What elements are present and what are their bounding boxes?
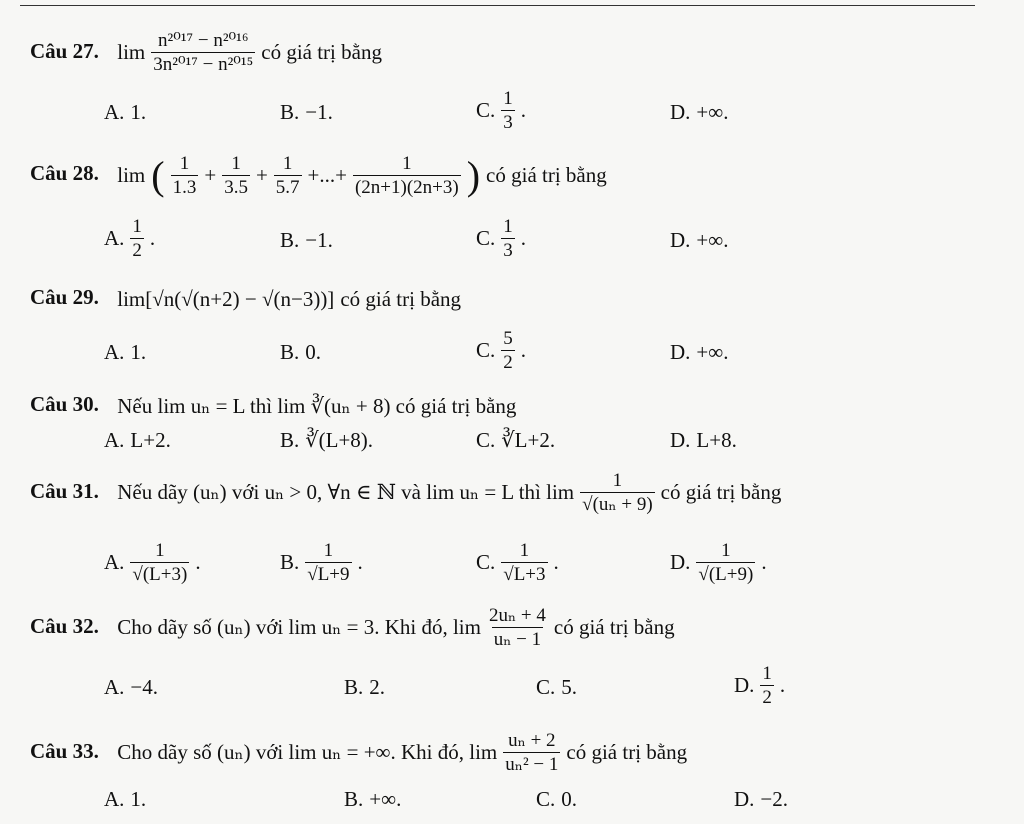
option-a[interactable]: A. L+2.	[104, 428, 171, 452]
option-d[interactable]: D. +∞.	[670, 100, 729, 124]
question-27	[30, 30, 382, 76]
question-suffix: có giá trị bằng	[340, 286, 462, 311]
option-a[interactable]: A. $\frac{1}{2}$ .	[104, 216, 156, 261]
question-number: Câu 32.	[30, 613, 99, 638]
fraction-numerator: n²⁰¹⁷ − n²⁰¹⁶	[158, 30, 249, 51]
question-suffix: có giá trị bằng	[486, 163, 607, 187]
option-a[interactable]: A. −4.	[104, 675, 159, 699]
question-number: Câu 27.	[30, 38, 99, 63]
option-a[interactable]: A. 1.	[104, 100, 147, 124]
option-b[interactable]: B. $\frac{1}{√L+9}$ .	[280, 540, 363, 585]
question-number: Câu 29.	[30, 285, 99, 309]
question-suffix: có giá trị bằng	[566, 740, 688, 765]
option-a[interactable]: A. $\frac{1}{√(L+3)}$ .	[104, 540, 201, 585]
option-d[interactable]: D. +∞.	[670, 228, 729, 252]
question-expression: lim[√n(√(n+2) − √(n−3))]	[117, 286, 335, 311]
option-b[interactable]: B. 0.	[280, 340, 322, 364]
option-c[interactable]: C. $\frac{1}{3}$ .	[476, 88, 527, 133]
question-number: Câu 30.	[30, 392, 99, 416]
question-28: Câu 28. lim ( $\frac{1}{1.3}$ + $\frac{1}{3.5}$ + $\frac{1}{5.7}$ +...+ $\frac{1}{(2n+1)(2n+3)}$ ) có giá trị bằng	[30, 152, 607, 198]
option-b[interactable]: B. +∞.	[344, 787, 402, 811]
question-31: Câu 31. Nếu dãy (uₙ) với uₙ > 0, ∀n ∈ ℕ và lim uₙ = L thì lim $\frac{1}{\text{√(uₙ + 9)}}$ có giá trị bằng	[30, 470, 782, 515]
question-expression: Nếu dãy (uₙ) với uₙ > 0, ∀n ∈ ℕ và lim uₙ = L thì lim	[117, 480, 575, 505]
question-expression: Cho dãy số (uₙ) với lim uₙ = 3. Khi đó, lim	[117, 615, 481, 640]
option-c[interactable]: C. $\frac{1}{√L+3}$ .	[476, 540, 559, 585]
option-c[interactable]: C. ∛L+2.	[476, 428, 556, 452]
option-b[interactable]: B. ∛(L+8).	[280, 428, 374, 452]
top-rule	[20, 5, 975, 6]
option-d[interactable]: D. −2.	[734, 787, 789, 811]
question-33: Câu 33. Cho dãy số (uₙ) với lim uₙ = +∞. Khi đó, lim $\frac{\text{uₙ + 2}}{\text{uₙ² − 1}}$ có giá trị bằng	[30, 730, 688, 775]
option-c[interactable]: C. 0.	[536, 787, 578, 811]
option-a[interactable]: A. 1.	[104, 340, 147, 364]
question-30	[30, 392, 516, 419]
option-c[interactable]: C. 5.	[536, 675, 578, 699]
option-d[interactable]: D. +∞.	[670, 340, 729, 364]
question-number: Câu 33.	[30, 738, 99, 763]
option-c[interactable]: C. $\frac{1}{3}$ .	[476, 216, 527, 261]
option-c[interactable]: C. $\frac{5}{2}$ .	[476, 328, 527, 373]
question-suffix: có giá trị bằng	[660, 480, 782, 505]
question-expression: Nếu lim uₙ = L thì lim ∛(uₙ + 8) có giá trị bằng	[117, 393, 517, 418]
question-expression: Cho dãy số (uₙ) với lim uₙ = +∞. Khi đó, lim	[117, 740, 498, 765]
question-number: Câu 28.	[30, 161, 99, 186]
expression-fraction	[151, 30, 255, 76]
lim-symbol: lim	[117, 40, 146, 65]
question-suffix: có giá trị bằng	[553, 615, 675, 640]
option-a[interactable]: A. 1.	[104, 787, 147, 811]
fraction-denominator: 3n²⁰¹⁷ − n²⁰¹⁵	[153, 53, 254, 75]
question-number: Câu 31.	[30, 478, 99, 503]
option-b[interactable]: B. −1.	[280, 100, 333, 124]
option-b[interactable]: B. 2.	[344, 675, 386, 699]
question-29	[30, 285, 461, 312]
option-d[interactable]: D. $\frac{1}{2}$ .	[734, 663, 786, 708]
option-d[interactable]: D. L+8.	[670, 428, 737, 452]
option-b[interactable]: B. −1.	[280, 228, 333, 252]
question-suffix: có giá trị bằng	[261, 40, 382, 65]
question-32: Câu 32. Cho dãy số (uₙ) với lim uₙ = 3. Khi đó, lim $\frac{\text{2uₙ + 4}}{\text{uₙ − 1}}$ có giá trị bằng	[30, 605, 675, 650]
option-d[interactable]: D. $\frac{1}{√(L+9)}$ .	[670, 540, 767, 585]
